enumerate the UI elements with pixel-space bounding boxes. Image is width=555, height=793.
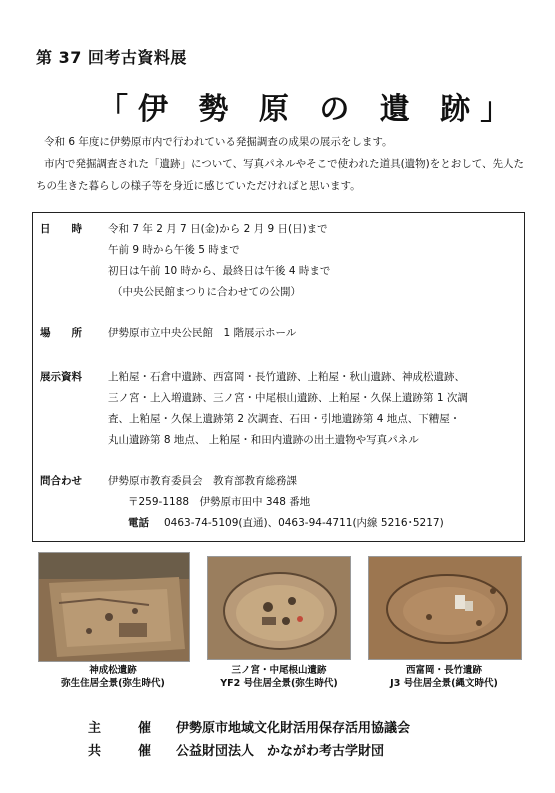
photo-caption-title: 三ノ宮・中尾根山遺跡 xyxy=(231,665,327,676)
exhibits-line: 丸山遺跡第 8 地点、 上粕屋・和田内遺跡の出土遺物や写真パネル xyxy=(108,434,419,446)
contact-phone: 0463-74-5109(直通)、0463-94-4711(内線 5216･5217) xyxy=(164,517,444,529)
exhibition-series: 第 37 回考古資料展 xyxy=(36,48,187,67)
excavation-photo xyxy=(207,556,351,660)
photo-caption-detail: 弥生住居全景(弥生時代) xyxy=(61,678,165,689)
intro-paragraph-1: 令和 6 年度に伊勢原市内で行われている発掘調査の成果の展示をします。 xyxy=(44,136,393,148)
host-name: 伊勢原市地域文化財活用保存活用協議会 xyxy=(176,721,411,736)
exhibition-title: 「伊 勢 原 の 遺 跡」 xyxy=(98,92,521,127)
host-label: 主 催 xyxy=(88,721,164,736)
exhibits-line: 上粕屋・石倉中遺跡、西富岡・長竹遺跡、上粕屋・秋山遺跡、神成松遺跡、 xyxy=(108,371,465,383)
photo-caption-detail: YF2 号住居全景(弥生時代) xyxy=(220,678,338,689)
datetime-line: 初日は午前 10 時から、最終日は午後 4 時まで xyxy=(108,265,331,277)
datetime-line: 午前 9 時から午後 5 時まで xyxy=(108,244,240,256)
datetime-line: （中央公民館まつりに合わせての公開） xyxy=(112,286,301,298)
exhibits-label: 展示資料 xyxy=(40,371,82,383)
photo-caption-title: 西富岡・長竹遺跡 xyxy=(405,665,482,676)
photo-caption-title: 神成松遺跡 xyxy=(89,665,137,676)
datetime-line: 令和 7 年 2 月 7 日(金)から 2 月 9 日(日)まで xyxy=(108,223,328,235)
contact-org: 伊勢原市教育委員会 教育部教育総務課 xyxy=(108,475,297,487)
contact-address: 〒259-1188 伊勢原市田中 348 番地 xyxy=(128,496,311,508)
venue-label: 場 所 xyxy=(40,327,82,339)
excavation-photo xyxy=(368,556,522,660)
exhibits-line: 三ノ宮・上入増遺跡、三ノ宮・中尾根山遺跡、上粕屋・久保上遺跡第 1 次調 xyxy=(108,392,468,404)
cohost-label: 共 催 xyxy=(88,744,164,759)
excavation-photo xyxy=(38,552,190,662)
photo-caption-detail: J3 号住居全景(縄文時代) xyxy=(390,678,498,689)
contact-phone-label: 電話 xyxy=(128,517,149,529)
intro-paragraph-2: 市内で発掘調査された「遺跡」について、写真パネルやそこで使われた道具(遺物)をとおして、先人たちの生きた暮らしの様子等を身近に感じていただければと思います。 xyxy=(36,158,525,192)
contact-label: 問合わせ xyxy=(40,475,82,487)
exhibits-line: 査、上粕屋・久保上遺跡第 2 次調査、石田・引地遺跡第 4 地点、下糟屋・ xyxy=(108,413,461,425)
venue-value: 伊勢原市立中央公民館 1 階展示ホール xyxy=(108,327,297,339)
cohost-name: 公益財団法人 かながわ考古学財団 xyxy=(176,744,385,759)
datetime-label: 日 時 xyxy=(40,223,82,235)
